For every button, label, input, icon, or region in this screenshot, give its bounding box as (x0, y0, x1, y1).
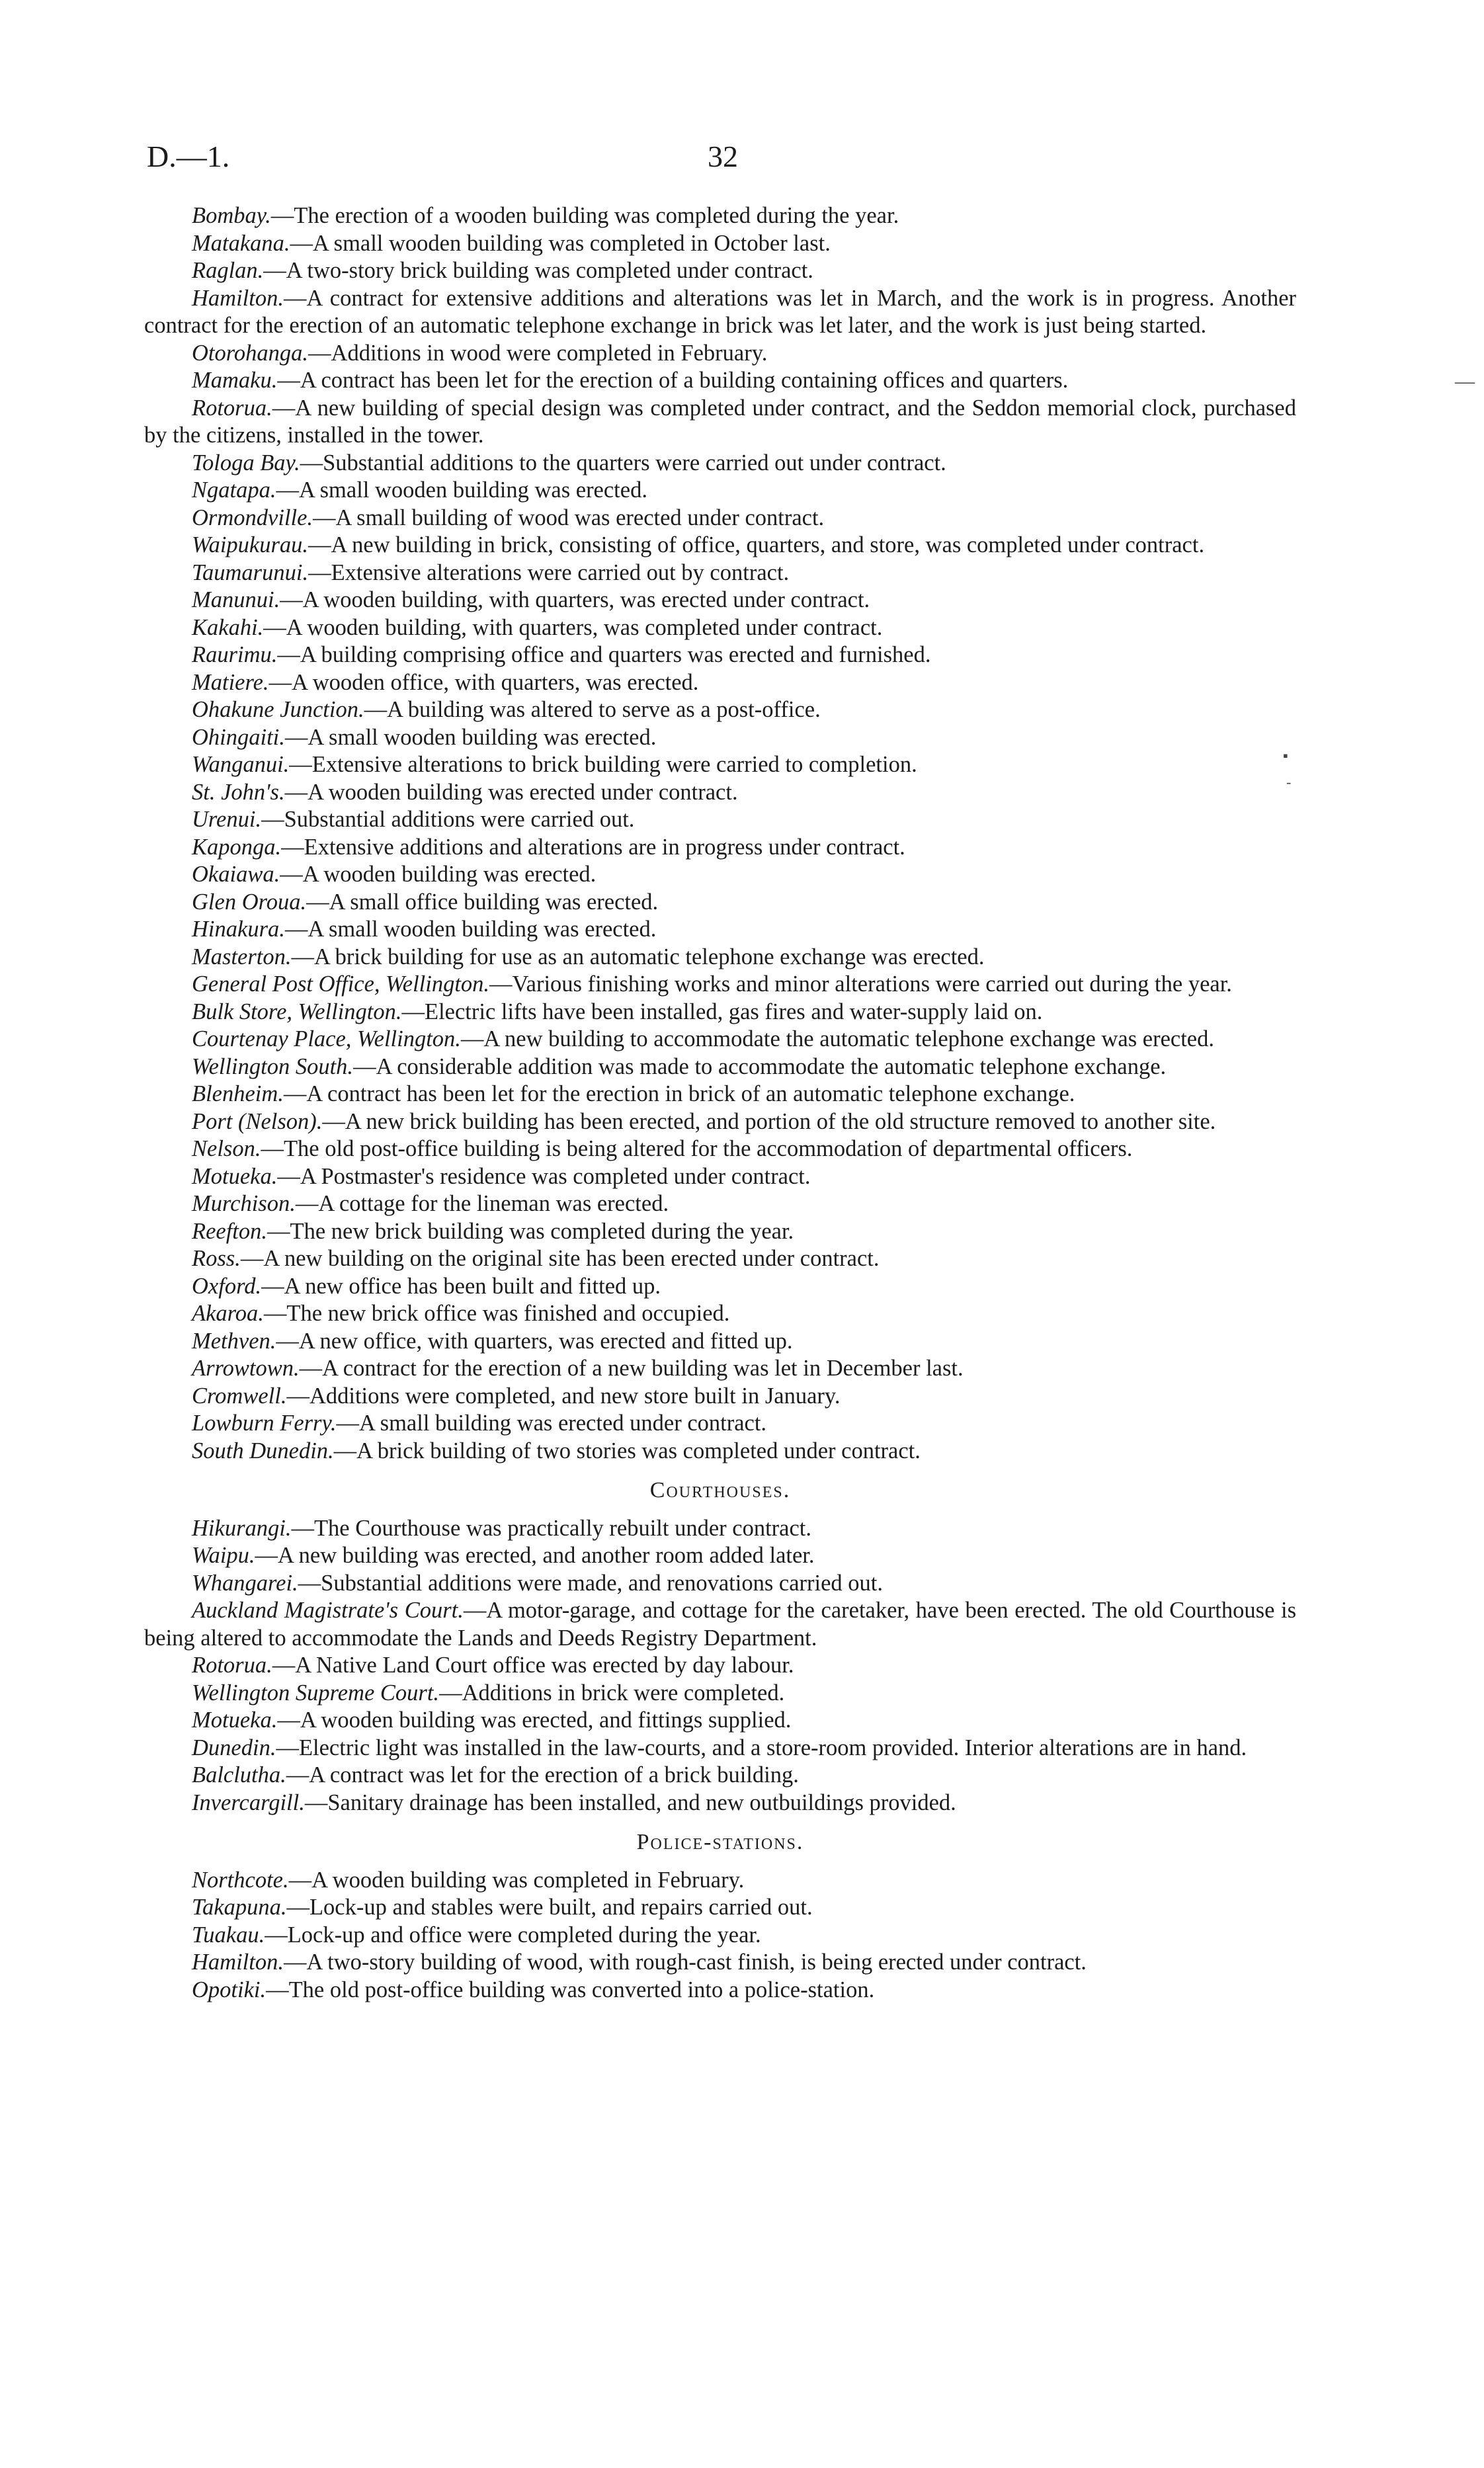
entry-paragraph (144, 1597, 1296, 1652)
entry-paragraph (144, 1273, 1296, 1301)
entry-place: South Dunedin. (192, 1438, 334, 1463)
entry-paragraph (144, 1135, 1296, 1163)
entry-place: Murchison. (192, 1191, 296, 1216)
entry-paragraph (144, 1570, 1296, 1598)
entry-place: Invercargill. (192, 1789, 305, 1815)
entry-place: Masterton. (192, 944, 292, 969)
entry-text: —A new building of special design was completed under contract, and the Seddon memorial clock, purchased by the citizens, installed in the tower. (144, 395, 1296, 448)
entry-paragraph (144, 889, 1296, 917)
entry-place: Hinakura. (192, 917, 285, 942)
entry-paragraph (144, 559, 1296, 587)
entry-paragraph (144, 916, 1296, 944)
entry-paragraph (144, 1108, 1296, 1136)
entry-place: Matiere. (192, 669, 269, 695)
police-stations-heading: Police-stations. (636, 1830, 804, 1854)
entry-place: Bombay. (192, 203, 271, 228)
entry-text: —Extensive alterations were carried out by contract. (308, 559, 790, 585)
margin-mark: ▪ (1283, 747, 1288, 764)
entry-text: —A wooden building, with quarters, was erected under contract. (280, 587, 870, 612)
entry-place: Lowburn Ferry. (192, 1411, 337, 1436)
entry-paragraph (144, 1328, 1296, 1356)
entry-paragraph (144, 1081, 1296, 1108)
entry-paragraph (144, 1355, 1296, 1383)
entry-text: —Additions in brick were completed. (439, 1680, 785, 1706)
entry-place: Akaroa. (192, 1301, 264, 1326)
entry-text: —The erection of a wooden building was completed during the year. (270, 203, 899, 228)
entry-place: Hamilton. (192, 285, 284, 311)
entry-text: —A small building was erected under contract. (336, 1411, 767, 1436)
entry-paragraph (144, 202, 1296, 230)
entry-place: Hikurangi. (192, 1515, 292, 1541)
entry-place: Methven. (192, 1328, 276, 1354)
entry-paragraph (144, 669, 1296, 697)
entry-text: —A small wooden building was erected. (276, 477, 647, 503)
entry-text: —A cottage for the lineman was erected. (295, 1191, 669, 1216)
entry-paragraph (144, 340, 1296, 368)
entry-text: —A contract was let for the erection of a brick building. (286, 1762, 799, 1788)
entry-paragraph (144, 1190, 1296, 1218)
entry-paragraph (144, 450, 1296, 477)
entry-place: Dunedin. (192, 1735, 276, 1760)
document-reference: D.—1. (147, 140, 230, 173)
entry-place: Auckland Magistrate's Court. (192, 1598, 464, 1623)
entry-text: —A brick building for use as an automatic telephone exchange was erected. (291, 944, 985, 969)
entry-paragraph (144, 1894, 1296, 1922)
entry-text: —A wooden building was erected. (280, 862, 597, 887)
entry-text: —A building comprising office and quarters was erected and furnished. (277, 642, 931, 667)
entry-place: Takapuna. (192, 1895, 287, 1920)
entry-text: —A wooden building, with quarters, was completed under contract. (263, 614, 883, 640)
entry-text: —A two-story building of wood, with rough-cast finish, is being erected under contract. (283, 1950, 1087, 1975)
entry-text: —A wooden office, with quarters, was erected. (268, 669, 699, 695)
entry-place: Wanganui. (192, 752, 290, 777)
entry-paragraph (144, 1163, 1296, 1191)
entry-place: Blenheim. (192, 1081, 284, 1106)
entry-place: Port (Nelson). (192, 1108, 323, 1134)
margin-mark: - (1286, 774, 1292, 790)
entry-place: Northcote. (192, 1867, 289, 1893)
entry-place: Ormondville. (192, 505, 313, 530)
entry-paragraph (144, 1438, 1296, 1465)
entry-paragraph (144, 971, 1296, 999)
police-stations-section (144, 1867, 1296, 2004)
entry-text: —A new building on the original site has been erected under contract. (240, 1246, 880, 1271)
entry-place: Courtenay Place, Wellington. (192, 1026, 461, 1051)
entry-place: Urenui. (192, 807, 262, 832)
entry-text: —Additions were completed, and new store built in January. (286, 1383, 841, 1409)
entry-text: —A new office, with quarters, was erected and fitted up. (276, 1328, 793, 1354)
entry-place: Matakana. (192, 230, 290, 256)
entry-paragraph (144, 1922, 1296, 1950)
entry-paragraph (144, 724, 1296, 752)
entry-place: Ross. (192, 1246, 241, 1271)
entry-place: Reefton. (192, 1218, 267, 1244)
entry-place: Glen Oroua. (192, 889, 307, 915)
entry-paragraph (144, 230, 1296, 258)
entry-paragraph (144, 779, 1296, 807)
entry-text: —A building was altered to serve as a post-office. (364, 697, 821, 722)
entry-paragraph (144, 1053, 1296, 1081)
entry-text: —Substantial additions were carried out. (261, 807, 635, 832)
entry-text: —A wooden building was erected, and fittings supplied. (277, 1707, 792, 1733)
entry-text: —Electric lifts have been installed, gas fires and water-supply laid on. (401, 999, 1043, 1024)
entry-place: Motueka. (192, 1707, 278, 1733)
entry-paragraph (144, 1949, 1296, 1977)
courthouses-section (144, 1515, 1296, 1817)
entry-text: —A wooden building was erected under contract. (284, 779, 738, 805)
entry-text: —Lock-up and office were completed during the year. (265, 1922, 761, 1948)
entry-paragraph (144, 257, 1296, 285)
entry-text: —A small wooden building was erected. (284, 917, 657, 942)
entry-place: Waipu. (192, 1543, 255, 1568)
entry-place: Ngatapa. (192, 477, 276, 503)
entry-paragraph (144, 532, 1296, 559)
entry-text: —A new office has been built and fitted up. (261, 1273, 661, 1299)
entry-paragraph (144, 1867, 1296, 1895)
margin-mark: — (1455, 370, 1475, 392)
entry-text: —The old post-office building was converted into a police-station. (266, 1977, 875, 2002)
entry-paragraph (144, 1977, 1296, 2004)
entry-paragraph (144, 1652, 1296, 1680)
document-body (144, 202, 1296, 2004)
entry-paragraph (144, 1245, 1296, 1273)
entry-text: —Electric light was installed in the law-courts, and a store-room provided. Interior alterations are in hand. (276, 1735, 1247, 1760)
entry-text: —The old post-office building is being altered for the accommodation of departmental officers. (261, 1136, 1133, 1161)
entry-text: —The Courthouse was practically rebuilt under contract. (291, 1515, 811, 1541)
entry-text: —Extensive additions and alterations are in progress under contract. (281, 834, 905, 860)
entry-text: —A two-story brick building was completed under contract. (263, 258, 813, 283)
entry-place: Wellington Supreme Court. (192, 1680, 440, 1706)
entry-place: Motueka. (192, 1163, 278, 1189)
entry-place: Rotorua. (192, 395, 272, 421)
entry-text: —A small building of wood was erected under contract. (313, 505, 825, 530)
entry-place: Arrowtown. (192, 1356, 300, 1381)
entry-paragraph (144, 587, 1296, 614)
entry-place: Mamaku. (192, 368, 278, 393)
entry-paragraph (144, 505, 1296, 532)
entry-text: —Sanitary drainage has been installed, and new outbuildings provided. (304, 1789, 956, 1815)
entry-text: —A new building was erected, and another room added later. (255, 1543, 815, 1568)
entry-place: Tuakau. (192, 1922, 265, 1948)
entry-place: Whangarei. (192, 1570, 298, 1596)
entry-text: —A contract for the erection of a new building was let in December last. (299, 1356, 964, 1381)
entry-paragraph (144, 1542, 1296, 1570)
entry-text: —Additions in wood were completed in February. (308, 340, 768, 366)
entry-place: Kakahi. (192, 614, 264, 640)
entry-paragraph (144, 861, 1296, 889)
entry-paragraph (144, 1383, 1296, 1411)
entry-place: Balclutha. (192, 1762, 286, 1788)
entry-paragraph (144, 1707, 1296, 1735)
entry-paragraph (144, 1735, 1296, 1762)
entry-place: General Post Office, Wellington. (192, 971, 490, 997)
entry-paragraph (144, 477, 1296, 505)
entry-text: —A considerable addition was made to accommodate the automatic telephone exchange. (353, 1053, 1167, 1079)
entry-paragraph (144, 806, 1296, 834)
entry-paragraph (144, 1680, 1296, 1707)
entry-text: —A brick building of two stories was completed under contract. (333, 1438, 921, 1463)
entry-paragraph (144, 367, 1296, 395)
entry-text: —A Postmaster's residence was completed under contract. (277, 1163, 811, 1189)
entry-place: Rotorua. (192, 1653, 272, 1678)
entry-text: —The new brick building was completed during the year. (267, 1218, 794, 1244)
entry-place: Raurimu. (192, 642, 278, 667)
entry-text: —A motor-garage, and cottage for the caretaker, have been erected. The old Courthouse is being altered to accommodate the Lands and Deeds Registry Department. (144, 1598, 1296, 1651)
entry-paragraph (144, 999, 1296, 1026)
entry-paragraph (144, 1410, 1296, 1438)
entry-text: —A new building in brick, consisting of office, quarters, and store, was completed under contract. (308, 532, 1205, 557)
entry-paragraph (144, 641, 1296, 669)
courthouses-heading: Courthouses. (649, 1478, 791, 1502)
entry-paragraph (144, 1762, 1296, 1789)
entry-paragraph (144, 751, 1296, 779)
entry-place: Waipukurau. (192, 532, 309, 557)
entry-place: Tologa Bay. (192, 450, 300, 475)
entry-text: —Substantial additions to the quarters were carried out under contract. (300, 450, 946, 475)
entry-paragraph (144, 614, 1296, 642)
entry-place: Bulk Store, Wellington. (192, 999, 402, 1024)
entry-paragraph (144, 1515, 1296, 1543)
entry-place: Taumarunui. (192, 559, 309, 585)
page-number: 32 (708, 140, 738, 173)
entry-paragraph (144, 1218, 1296, 1246)
entry-place: Manunui. (192, 587, 280, 612)
entry-text: —A small office building was erected. (306, 889, 659, 915)
entry-text: —Substantial additions were made, and renovations carried out. (298, 1570, 883, 1596)
entry-text: —A contract has been let for the erection of a building containing offices and quarters. (277, 368, 1069, 393)
entry-place: Kaponga. (192, 834, 282, 860)
entry-place: Opotiki. (192, 1977, 267, 2002)
entry-place: Ohakune Junction. (192, 697, 364, 722)
entry-paragraph (144, 285, 1296, 340)
entry-paragraph (144, 696, 1296, 724)
entry-place: Wellington South. (192, 1053, 354, 1079)
entry-paragraph (144, 1026, 1296, 1053)
entry-text: —A new brick building has been erected, and portion of the old structure removed to another site. (322, 1108, 1216, 1134)
entry-paragraph (144, 944, 1296, 971)
entry-text: —A wooden building was completed in February. (288, 1867, 745, 1893)
entry-place: Nelson. (192, 1136, 261, 1161)
entry-text: —The new brick office was finished and occupied. (263, 1301, 730, 1326)
entry-place: Hamilton. (192, 1950, 284, 1975)
entry-place: Okaiawa. (192, 862, 280, 887)
entry-text: —A Native Land Court office was erected by day labour. (272, 1653, 794, 1678)
entry-place: Oxford. (192, 1273, 262, 1299)
entry-paragraph (144, 834, 1296, 862)
entry-text: —A contract has been let for the erection in brick of an automatic telephone exchange. (283, 1081, 1075, 1106)
entry-place: Cromwell. (192, 1383, 287, 1409)
entry-text: —Lock-up and stables were built, and repairs carried out. (286, 1895, 813, 1920)
entry-text: —A small wooden building was erected. (284, 724, 657, 750)
entry-text: —A new building to accommodate the automatic telephone exchange was erected. (460, 1026, 1214, 1051)
entry-text: —A contract for extensive additions and alterations was let in March, and the work is in progress. Another contract for the erection of an automatic telephone exchange in brick was let later, and the work is just being started. (144, 285, 1296, 338)
entry-text: —Various finishing works and minor alterations were carried out during the year. (489, 971, 1232, 997)
entry-text: —Extensive alterations to brick building were carried to completion. (289, 752, 917, 777)
entry-text: —A small wooden building was completed in October last. (290, 230, 831, 256)
entry-place: Ohingaiti. (192, 724, 285, 750)
entry-place: Raglan. (192, 258, 264, 283)
post-office-section (144, 202, 1296, 1465)
entry-paragraph (144, 1300, 1296, 1328)
entry-place: Otorohanga. (192, 340, 309, 366)
entry-paragraph (144, 1789, 1296, 1817)
entry-paragraph (144, 395, 1296, 450)
entry-place: St. John's. (192, 779, 285, 805)
